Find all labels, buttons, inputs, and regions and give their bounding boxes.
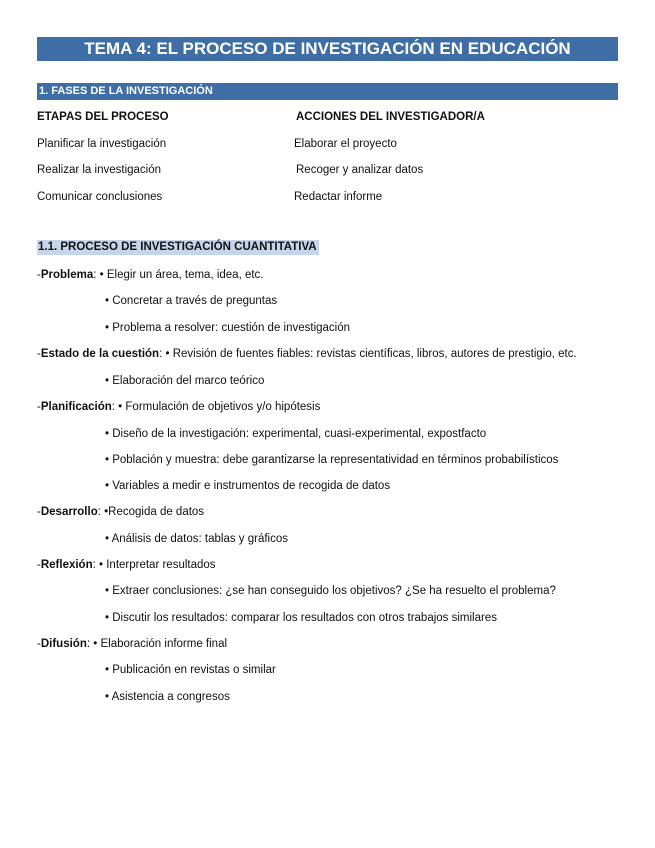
page-title: TEMA 4: EL PROCESO DE INVESTIGACIÓN EN EDUCACIÓN bbox=[37, 37, 618, 61]
section-heading-fases: 1. FASES DE LA INVESTIGACIÓN bbox=[37, 83, 618, 100]
column-header-acciones: ACCIONES DEL INVESTIGADOR/A bbox=[296, 111, 485, 123]
phase-item: • Elaboración del marco teórico bbox=[105, 375, 265, 387]
action-cell: Recoger y analizar datos bbox=[296, 164, 424, 176]
phase-item: • Extraer conclusiones: ¿se han conseguido los objetivos? ¿Se ha resuelto el problema? bbox=[105, 585, 556, 597]
action-cell: Redactar informe bbox=[294, 191, 383, 203]
phase-name: Desarrollo bbox=[40, 506, 98, 518]
phase-name: Planificación bbox=[40, 401, 112, 413]
phase-line: -Problema: • Elegir un área, tema, idea, etc. bbox=[37, 269, 264, 281]
phase-item: • Análisis de datos: tablas y gráficos bbox=[105, 533, 289, 545]
phase-item: • Publicación en revistas o similar bbox=[105, 664, 276, 676]
phase-name: Estado de la cuestión bbox=[40, 348, 160, 360]
phase-line: -Reflexión: • Interpretar resultados bbox=[37, 559, 216, 571]
phase-item: • Variables a medir e instrumentos de recogida de datos bbox=[105, 480, 391, 492]
section-heading-cuantitativa: 1.1. PROCESO DE INVESTIGACIÓN CUANTITATIVA bbox=[38, 241, 317, 253]
phase-item: • Asistencia a congresos bbox=[105, 691, 230, 703]
phase-line: -Desarrollo: •Recogida de datos bbox=[37, 506, 205, 518]
stage-cell: Realizar la investigación bbox=[37, 164, 162, 176]
phase-name: Problema bbox=[40, 269, 94, 281]
phase-item: • Diseño de la investigación: experimental, cuasi-experimental, expostfacto bbox=[105, 428, 487, 440]
stage-cell: Comunicar conclusiones bbox=[37, 191, 163, 203]
phase-item: • Problema a resolver: cuestión de investigación bbox=[105, 322, 351, 334]
column-header-etapas: ETAPAS DEL PROCESO bbox=[37, 111, 169, 123]
stage-cell: Planificar la investigación bbox=[37, 138, 167, 150]
phase-name: Difusión bbox=[40, 638, 87, 650]
phase-item: • Discutir los resultados: comparar los resultados con otros trabajos similares bbox=[105, 612, 497, 624]
phase-line: -Difusión: • Elaboración informe final bbox=[37, 638, 228, 650]
action-cell: Elaborar el proyecto bbox=[294, 138, 397, 150]
phase-line: -Planificación: • Formulación de objetivos y/o hipótesis bbox=[37, 401, 321, 413]
phase-name: Reflexión bbox=[40, 559, 93, 571]
phase-line: -Estado de la cuestión: • Revisión de fuentes fiables: revistas científicas, libros, autores de prestigio, etc. bbox=[37, 348, 577, 360]
phase-item: • Concretar a través de preguntas bbox=[105, 295, 278, 307]
phase-item: • Población y muestra: debe garantizarse la representatividad en términos probabilísticos bbox=[105, 454, 559, 466]
